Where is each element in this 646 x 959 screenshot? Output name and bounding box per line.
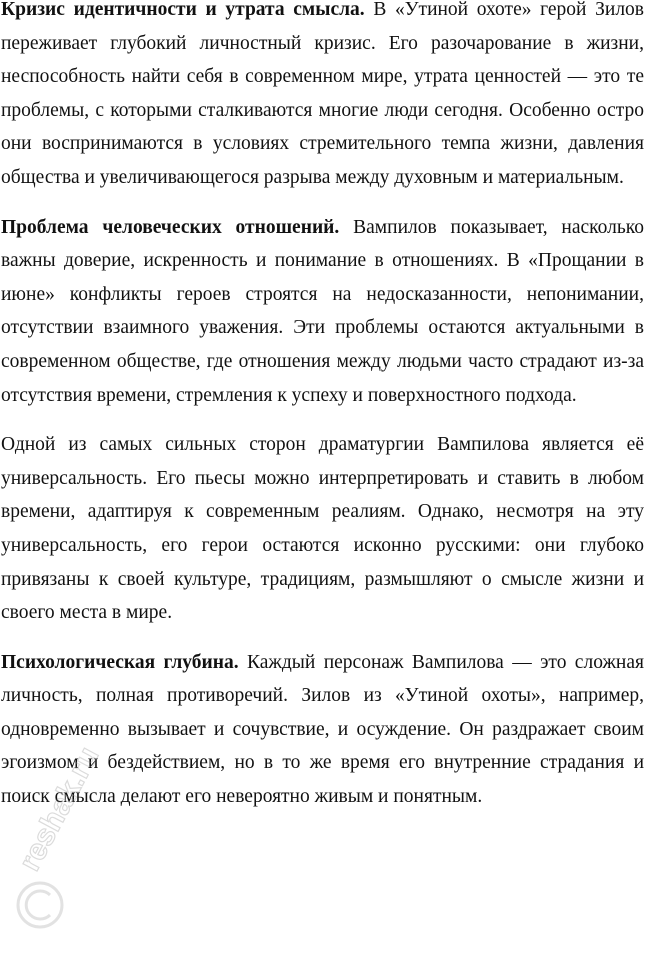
paragraph-universality (1, 428, 644, 630)
paragraph-human-relations (1, 211, 644, 413)
paragraph-text: В «Утиной охоте» герой Зилов переживает глубокий личностный кризис. Его разочарование в жизни, неспособность найти себя в современном мире, утрата ценностей — это те проблемы, с которыми сталкиваются многие люди сегодня. Особенно остро они воспринимаются в условиях стремительного темпа жизни, давления общества и увеличивающегося разрыва между духовным и материальным. (1, 0, 645, 188)
paragraph-identity-crisis (1, 0, 644, 195)
paragraph-psychological-depth (1, 646, 644, 814)
paragraph-text: Одной из самых сильных сторон драматургии Вампилова является её универсальность. Его пьесы можно интерпретировать и ставить в любом времени, адаптируя к современным реалиям. Однако, несмотря на эту универсальность, его герои остаются исконно русскими: они глубоко привязаны к своей культуре, традициям, размышляют о смысле жизни и своего места в мире. (1, 434, 644, 624)
paragraph-text: Каждый персонаж Вампилова — это сложная личность, полная противоречий. Зилов из «Утиной охоты», например, одновременно вызывает и сочувствие, и осуждение. Он раздражает своим эгоизмом и бездействием, но в то же время его внутренние страдания и поиск смысла делают его невероятно живым и понятным. (1, 651, 644, 808)
paragraph-heading: Кризис идентичности и утрата смысла. (1, 0, 365, 20)
paragraph-heading: Проблема человеческих отношений. (1, 216, 340, 238)
watermark-text: reshak.ru (13, 741, 106, 877)
paragraph-heading: Психологическая глубина. (1, 651, 239, 673)
paragraph-text: Вампилов показывает, насколько важны доверие, искренность и понимание в отношениях. В «Прощании в июне» конфликты героев строятся на недосказанности, непонимании, отсутствии взаимного уважения. Эти проблемы остаются актуальными в современном обществе, где отношения между людьми часто страдают из-за отсутствия времени, стремления к успеху и поверхностного подхода. (1, 216, 644, 406)
watermark-c-icon (26, 891, 50, 919)
watermark-circle-icon (18, 883, 62, 927)
document-page (1, 0, 644, 830)
